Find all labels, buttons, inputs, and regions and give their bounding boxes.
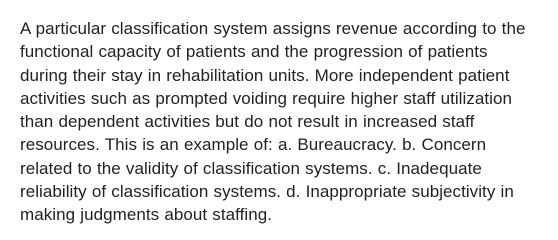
question-text: A particular classification system assigns revenue according to the functional capacity of patients and the progression of patients during their stay in rehabilitation units. More independent patient activities such as prompted voiding require higher staff utilization than dependent activities but do not result in increased staff resources. This is an example of: a. Bureaucracy. b. Concern related to the validity of classification systems. c. Inadequate reliability of classification systems. d. Inappropriate subjectivity in making judgments about staffing. (20, 19, 526, 225)
